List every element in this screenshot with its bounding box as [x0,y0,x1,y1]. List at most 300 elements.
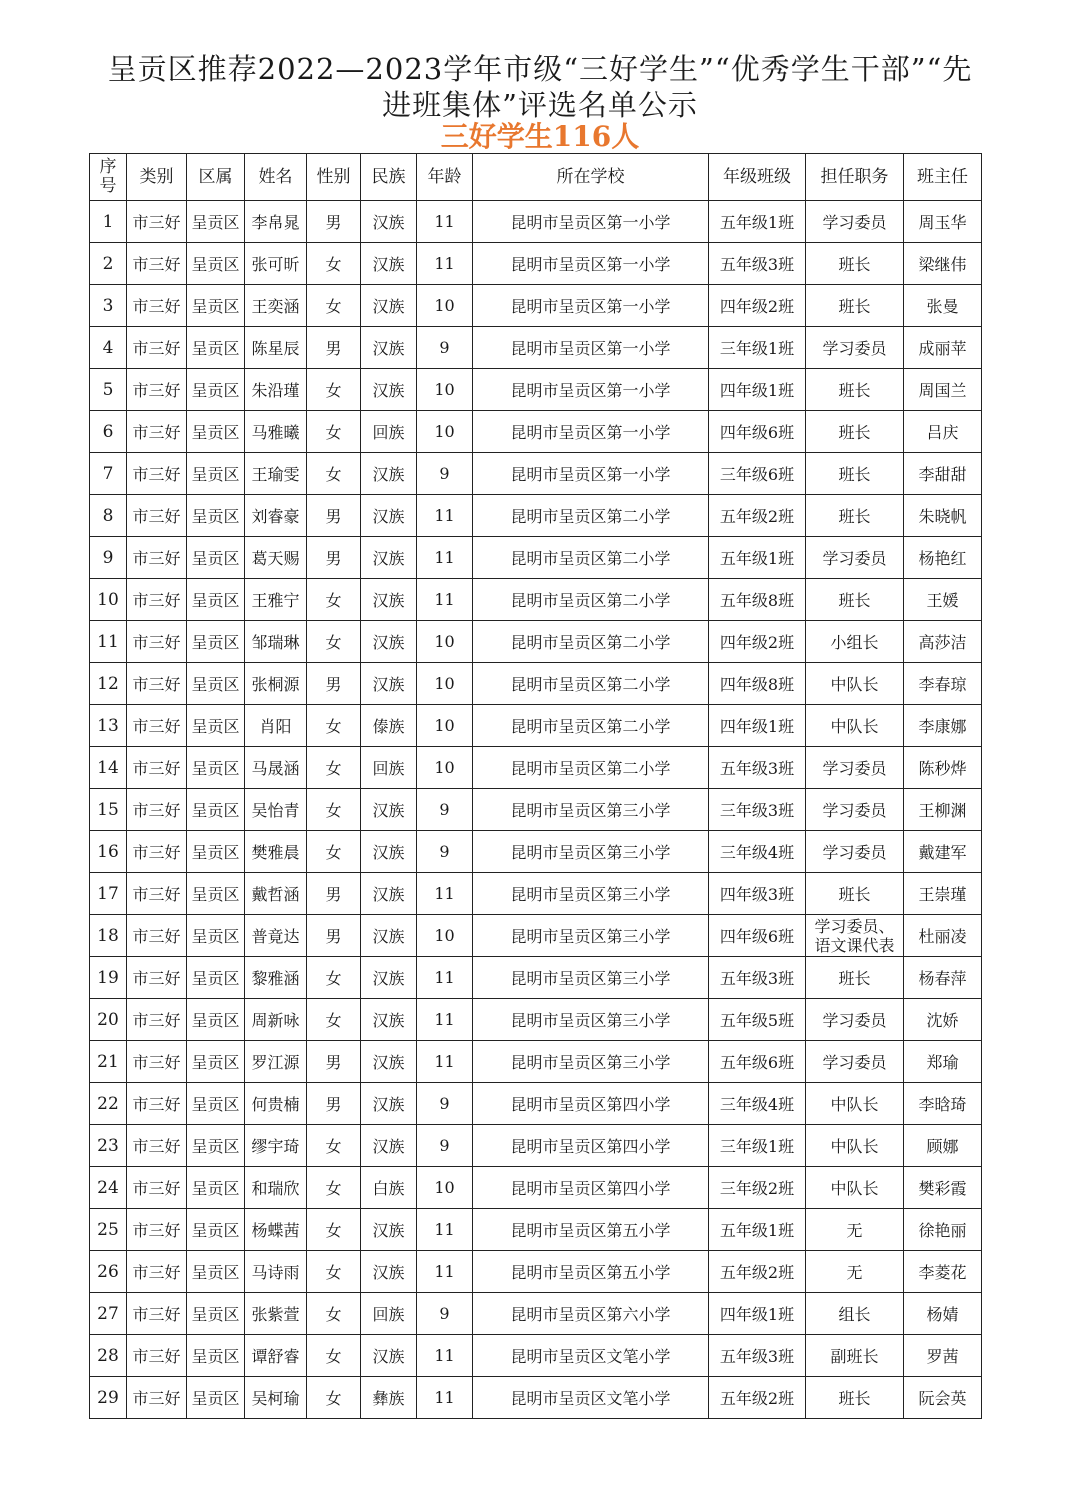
cell-position: 班长 [806,957,904,999]
cell-teacher: 杨婧 [904,1293,982,1335]
table-row [90,621,982,663]
table-row [90,663,982,705]
cell-school: 昆明市呈贡区第五小学 [473,1251,709,1293]
page-title-line-2: 进班集体”评选名单公示 [382,88,698,122]
cell-teacher: 李甜甜 [904,453,982,495]
cell-teacher: 顾娜 [904,1125,982,1167]
cell-index: 2 [90,243,127,285]
cell-class: 五年级5班 [709,999,806,1041]
cell-position: 班长 [806,411,904,453]
cell-district: 呈贡区 [187,1167,245,1209]
cell-teacher: 高莎洁 [904,621,982,663]
cell-name: 吴怡青 [245,789,307,831]
cell-ethnicity: 汉族 [361,873,417,915]
cell-category: 市三好 [127,1209,187,1251]
cell-teacher: 周国兰 [904,369,982,411]
cell-school: 昆明市呈贡区文笔小学 [473,1335,709,1377]
cell-age: 11 [417,957,473,999]
cell-school: 昆明市呈贡区第三小学 [473,999,709,1041]
cell-school: 昆明市呈贡区第六小学 [473,1293,709,1335]
cell-teacher: 杨艳红 [904,537,982,579]
cell-name: 樊雅晨 [245,831,307,873]
cell-school: 昆明市呈贡区第四小学 [473,1083,709,1125]
cell-category: 市三好 [127,285,187,327]
cell-gender: 女 [307,789,361,831]
cell-class: 五年级2班 [709,1251,806,1293]
cell-ethnicity: 汉族 [361,369,417,411]
cell-school: 昆明市呈贡区第一小学 [473,201,709,243]
cell-ethnicity: 汉族 [361,327,417,369]
table-row [90,201,982,243]
cell-position: 中队长 [806,663,904,705]
cell-ethnicity: 汉族 [361,537,417,579]
student-list-table [89,153,982,1419]
cell-index: 11 [90,621,127,663]
header-teacher: 班主任 [904,154,982,201]
header-district: 区属 [187,154,245,201]
cell-class: 五年级3班 [709,243,806,285]
cell-age: 11 [417,873,473,915]
table-row [90,747,982,789]
cell-category: 市三好 [127,1293,187,1335]
cell-ethnicity: 汉族 [361,621,417,663]
cell-class: 三年级1班 [709,1125,806,1167]
cell-district: 呈贡区 [187,537,245,579]
cell-age: 10 [417,663,473,705]
cell-position: 学习委员 [806,537,904,579]
cell-name: 刘睿豪 [245,495,307,537]
header-category: 类别 [127,154,187,201]
cell-ethnicity: 汉族 [361,957,417,999]
cell-district: 呈贡区 [187,831,245,873]
cell-school: 昆明市呈贡区第二小学 [473,537,709,579]
cell-district: 呈贡区 [187,957,245,999]
cell-index: 4 [90,327,127,369]
cell-name: 马诗雨 [245,1251,307,1293]
cell-age: 9 [417,1083,473,1125]
cell-school: 昆明市呈贡区第一小学 [473,327,709,369]
cell-gender: 女 [307,411,361,453]
table-row [90,243,982,285]
cell-ethnicity: 汉族 [361,915,417,957]
cell-index: 26 [90,1251,127,1293]
cell-age: 10 [417,369,473,411]
cell-class: 三年级4班 [709,831,806,873]
cell-gender: 男 [307,327,361,369]
cell-teacher: 李菱花 [904,1251,982,1293]
cell-teacher: 朱晓帆 [904,495,982,537]
cell-position: 学习委员 [806,1041,904,1083]
cell-school: 昆明市呈贡区第一小学 [473,285,709,327]
cell-ethnicity: 汉族 [361,1125,417,1167]
cell-name: 吴柯瑜 [245,1377,307,1419]
cell-district: 呈贡区 [187,1209,245,1251]
cell-class: 四年级1班 [709,1293,806,1335]
cell-gender: 女 [307,747,361,789]
cell-gender: 男 [307,495,361,537]
cell-teacher: 王媛 [904,579,982,621]
cell-category: 市三好 [127,495,187,537]
cell-index: 22 [90,1083,127,1125]
cell-district: 呈贡区 [187,369,245,411]
cell-age: 10 [417,411,473,453]
cell-position: 中队长 [806,705,904,747]
cell-school: 昆明市呈贡区第三小学 [473,1041,709,1083]
cell-teacher: 郑瑜 [904,1041,982,1083]
cell-ethnicity: 汉族 [361,495,417,537]
cell-index: 19 [90,957,127,999]
cell-position: 小组长 [806,621,904,663]
cell-age: 10 [417,621,473,663]
table-row [90,705,982,747]
header-age: 年龄 [417,154,473,201]
cell-district: 呈贡区 [187,1083,245,1125]
cell-class: 三年级2班 [709,1167,806,1209]
table-row [90,1167,982,1209]
cell-position: 班长 [806,873,904,915]
cell-index: 23 [90,1125,127,1167]
cell-index: 3 [90,285,127,327]
cell-age: 9 [417,1293,473,1335]
cell-teacher: 杨春萍 [904,957,982,999]
cell-teacher: 樊彩霞 [904,1167,982,1209]
cell-class: 四年级2班 [709,285,806,327]
header-gender: 性别 [307,154,361,201]
cell-ethnicity: 汉族 [361,243,417,285]
cell-district: 呈贡区 [187,1335,245,1377]
cell-class: 五年级6班 [709,1041,806,1083]
cell-ethnicity: 白族 [361,1167,417,1209]
cell-age: 11 [417,1377,473,1419]
cell-school: 昆明市呈贡区第二小学 [473,579,709,621]
cell-index: 20 [90,999,127,1041]
cell-name: 张可昕 [245,243,307,285]
cell-district: 呈贡区 [187,999,245,1041]
cell-school: 昆明市呈贡区第五小学 [473,1209,709,1251]
cell-school: 昆明市呈贡区第一小学 [473,411,709,453]
cell-name: 陈星辰 [245,327,307,369]
cell-category: 市三好 [127,1335,187,1377]
cell-category: 市三好 [127,831,187,873]
cell-class: 五年级1班 [709,537,806,579]
cell-category: 市三好 [127,621,187,663]
cell-category: 市三好 [127,327,187,369]
cell-age: 11 [417,999,473,1041]
cell-ethnicity: 汉族 [361,453,417,495]
cell-gender: 女 [307,1167,361,1209]
cell-gender: 女 [307,243,361,285]
cell-gender: 女 [307,1335,361,1377]
table-row [90,999,982,1041]
cell-name: 朱沿瑾 [245,369,307,411]
cell-ethnicity: 汉族 [361,1209,417,1251]
table-row [90,327,982,369]
table-row [90,831,982,873]
cell-teacher: 李春琼 [904,663,982,705]
cell-name: 缪宇琦 [245,1125,307,1167]
cell-age: 10 [417,915,473,957]
cell-ethnicity: 回族 [361,411,417,453]
cell-school: 昆明市呈贡区第三小学 [473,831,709,873]
cell-category: 市三好 [127,1041,187,1083]
cell-index: 15 [90,789,127,831]
cell-position: 班长 [806,243,904,285]
cell-index: 5 [90,369,127,411]
cell-age: 11 [417,1251,473,1293]
cell-position: 学习委员 [806,747,904,789]
cell-school: 昆明市呈贡区第一小学 [473,453,709,495]
cell-ethnicity: 汉族 [361,285,417,327]
cell-index: 13 [90,705,127,747]
cell-gender: 女 [307,579,361,621]
cell-district: 呈贡区 [187,243,245,285]
cell-district: 呈贡区 [187,285,245,327]
cell-position: 班长 [806,495,904,537]
table-row [90,1209,982,1251]
cell-age: 11 [417,537,473,579]
cell-class: 五年级3班 [709,747,806,789]
cell-teacher: 杜丽凌 [904,915,982,957]
cell-ethnicity: 汉族 [361,1083,417,1125]
cell-index: 28 [90,1335,127,1377]
cell-gender: 男 [307,663,361,705]
header-ethnicity: 民族 [361,154,417,201]
cell-school: 昆明市呈贡区第二小学 [473,747,709,789]
cell-name: 马雅曦 [245,411,307,453]
cell-gender: 女 [307,621,361,663]
cell-category: 市三好 [127,201,187,243]
cell-gender: 女 [307,453,361,495]
cell-category: 市三好 [127,1167,187,1209]
table-row [90,369,982,411]
cell-index: 10 [90,579,127,621]
table-row [90,537,982,579]
cell-position: 学习委员 [806,327,904,369]
cell-index: 7 [90,453,127,495]
cell-category: 市三好 [127,411,187,453]
cell-class: 四年级1班 [709,369,806,411]
table-row [90,873,982,915]
cell-gender: 女 [307,831,361,873]
cell-school: 昆明市呈贡区第一小学 [473,369,709,411]
cell-position: 班长 [806,369,904,411]
cell-ethnicity: 汉族 [361,1335,417,1377]
cell-district: 呈贡区 [187,1251,245,1293]
cell-category: 市三好 [127,579,187,621]
cell-teacher: 成丽苹 [904,327,982,369]
cell-name: 罗江源 [245,1041,307,1083]
cell-category: 市三好 [127,1251,187,1293]
cell-ethnicity: 彝族 [361,1377,417,1419]
cell-district: 呈贡区 [187,621,245,663]
cell-gender: 男 [307,1083,361,1125]
cell-age: 9 [417,789,473,831]
cell-category: 市三好 [127,369,187,411]
cell-age: 10 [417,747,473,789]
cell-gender: 女 [307,1209,361,1251]
table-row [90,1335,982,1377]
cell-index: 14 [90,747,127,789]
cell-name: 马晟涵 [245,747,307,789]
cell-category: 市三好 [127,747,187,789]
cell-school: 昆明市呈贡区第三小学 [473,957,709,999]
cell-gender: 女 [307,1251,361,1293]
table-row [90,1041,982,1083]
cell-district: 呈贡区 [187,915,245,957]
cell-gender: 女 [307,705,361,747]
cell-age: 9 [417,831,473,873]
cell-school: 昆明市呈贡区第三小学 [473,873,709,915]
cell-district: 呈贡区 [187,495,245,537]
cell-position: 中队长 [806,1125,904,1167]
cell-position: 班长 [806,1377,904,1419]
cell-position: 中队长 [806,1083,904,1125]
cell-gender: 男 [307,537,361,579]
cell-class: 五年级8班 [709,579,806,621]
cell-age: 11 [417,1041,473,1083]
cell-index: 9 [90,537,127,579]
cell-district: 呈贡区 [187,663,245,705]
cell-position: 学习委员 [806,201,904,243]
cell-category: 市三好 [127,957,187,999]
table-header-row [90,154,982,201]
cell-school: 昆明市呈贡区文笔小学 [473,1377,709,1419]
cell-index: 25 [90,1209,127,1251]
cell-name: 戴哲涵 [245,873,307,915]
cell-teacher: 李康娜 [904,705,982,747]
cell-age: 11 [417,495,473,537]
header-index: 序号 [90,154,127,201]
cell-teacher: 吕庆 [904,411,982,453]
cell-ethnicity: 汉族 [361,201,417,243]
cell-gender: 女 [307,285,361,327]
cell-district: 呈贡区 [187,1125,245,1167]
table-row [90,579,982,621]
cell-gender: 女 [307,999,361,1041]
cell-category: 市三好 [127,789,187,831]
cell-class: 四年级6班 [709,915,806,957]
cell-class: 五年级2班 [709,1377,806,1419]
cell-school: 昆明市呈贡区第二小学 [473,495,709,537]
table-row [90,1083,982,1125]
table-row [90,411,982,453]
cell-school: 昆明市呈贡区第四小学 [473,1167,709,1209]
cell-teacher: 陈秒烨 [904,747,982,789]
cell-ethnicity: 傣族 [361,705,417,747]
cell-teacher: 沈娇 [904,999,982,1041]
cell-gender: 男 [307,201,361,243]
cell-name: 王奕涵 [245,285,307,327]
cell-age: 11 [417,1209,473,1251]
cell-name: 和瑞欣 [245,1167,307,1209]
cell-position: 无 [806,1251,904,1293]
cell-class: 五年级1班 [709,1209,806,1251]
page-title-line-1: 呈贡区推荐2022—2023学年市级“三好学生”“优秀学生干部”“先 [107,52,973,86]
cell-position: 班长 [806,453,904,495]
cell-ethnicity: 回族 [361,747,417,789]
cell-teacher: 王柳渊 [904,789,982,831]
cell-category: 市三好 [127,999,187,1041]
table-row [90,789,982,831]
cell-ethnicity: 汉族 [361,663,417,705]
cell-name: 张紫萱 [245,1293,307,1335]
cell-position: 学习委员 [806,789,904,831]
cell-category: 市三好 [127,1125,187,1167]
cell-class: 五年级1班 [709,201,806,243]
table-row [90,1125,982,1167]
cell-school: 昆明市呈贡区第一小学 [473,243,709,285]
cell-ethnicity: 汉族 [361,789,417,831]
cell-ethnicity: 汉族 [361,1251,417,1293]
cell-age: 9 [417,327,473,369]
cell-index: 21 [90,1041,127,1083]
cell-teacher: 王崇瑾 [904,873,982,915]
cell-position: 班长 [806,285,904,327]
cell-category: 市三好 [127,1083,187,1125]
cell-district: 呈贡区 [187,453,245,495]
header-class: 年级班级 [709,154,806,201]
cell-age: 11 [417,579,473,621]
cell-age: 10 [417,1167,473,1209]
cell-name: 肖阳 [245,705,307,747]
table-row [90,915,982,957]
cell-age: 9 [417,453,473,495]
cell-class: 四年级2班 [709,621,806,663]
cell-district: 呈贡区 [187,1293,245,1335]
table-row [90,1251,982,1293]
cell-school: 昆明市呈贡区第三小学 [473,789,709,831]
cell-gender: 女 [307,1293,361,1335]
cell-class: 五年级2班 [709,495,806,537]
cell-teacher: 徐艳丽 [904,1209,982,1251]
cell-index: 17 [90,873,127,915]
cell-category: 市三好 [127,1377,187,1419]
table-row [90,1293,982,1335]
cell-category: 市三好 [127,453,187,495]
cell-class: 三年级3班 [709,789,806,831]
cell-gender: 女 [307,957,361,999]
table-row [90,1377,982,1419]
cell-school: 昆明市呈贡区第二小学 [473,705,709,747]
cell-name: 王雅宁 [245,579,307,621]
cell-age: 9 [417,1125,473,1167]
cell-class: 四年级1班 [709,705,806,747]
cell-name: 周新咏 [245,999,307,1041]
table-row [90,285,982,327]
cell-position: 班长 [806,579,904,621]
cell-index: 27 [90,1293,127,1335]
cell-gender: 男 [307,873,361,915]
cell-gender: 男 [307,1041,361,1083]
cell-district: 呈贡区 [187,411,245,453]
cell-class: 四年级3班 [709,873,806,915]
cell-district: 呈贡区 [187,789,245,831]
cell-age: 11 [417,243,473,285]
cell-category: 市三好 [127,663,187,705]
cell-school: 昆明市呈贡区第四小学 [473,1125,709,1167]
cell-index: 12 [90,663,127,705]
cell-ethnicity: 汉族 [361,579,417,621]
cell-age: 10 [417,705,473,747]
cell-index: 1 [90,201,127,243]
header-name: 姓名 [245,154,307,201]
cell-category: 市三好 [127,873,187,915]
cell-index: 8 [90,495,127,537]
cell-school: 昆明市呈贡区第二小学 [473,621,709,663]
cell-class: 三年级6班 [709,453,806,495]
cell-school: 昆明市呈贡区第三小学 [473,915,709,957]
cell-name: 何贵楠 [245,1083,307,1125]
